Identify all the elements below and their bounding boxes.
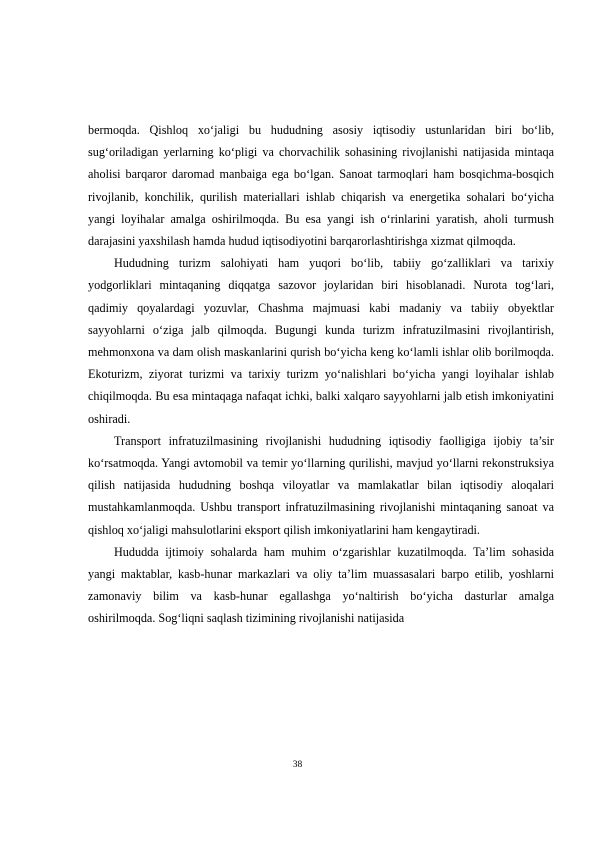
paragraph-social: Hududda ijtimoiy sohalarda ham muhim o‘zgarishlar kuzatilmoqda. Ta’lim sohasida yangi maktablar, kasb-hunar markazlari va oliy ta’lim muassasalari barpo etilib, yoshlarni zamonaviy bilim va kasb-hunar egallashga yo‘naltirish bo‘yicha dasturlar amalga oshirilmoqda. Sog‘liqni saqlash tizimining rivojlanishi natijasida [88, 544, 554, 626]
paragraph-transport: Transport infratuzilmasining rivojlanishi hududning iqtisodiy faolligiga ijobiy ta’sir ko‘rsatmoqda. Yangi avtomobil va temir yo‘llarning qurilishi, mavjud yo‘llarni rekonstruksiya qilish natijasida hududning boshqa viloyatlar va mamlakatlar bilan iqtisodiy aloqalari mustahkamlanmoqda. Ushbu transport infratuzilmasining rivojlanishi mintaqaning sanoat va qishloq xo‘jaligi mahsulotlarini eksport qilish imkoniyatlarini ham kengaytiradi. [88, 433, 554, 537]
body-text [88, 119, 554, 630]
paragraph-tourism: Hududning turizm salohiyati ham yuqori bo‘lib, tabiiy go‘zalliklari va tarixiy yodgorliklari mintaqaning diqqatga sazovor joylaridan biri hisoblanadi. Nurota tog‘lari, qadimiy qoyalardagi yozuvlar, Chashma majmuasi kabi madaniy va tabiiy obyektlar sayyohlarni o‘ziga jalb qilmoqda. Bugungi kunda turizm infratuzilmasini rivojlantirish, mehmonxona va dam olish maskanlarini qurish bo‘yicha keng ko‘lamli ishlar olib borilmoqda. Ekoturizm, ziyorat turizmi va tarixiy turizm yo‘nalishlari bo‘yicha yangi loyihalar ishlab chiqilmoqda. Bu esa mintaqaga nafaqat ichki, balki xalqaro sayyohlarni jalb etish imkoniyatini oshiradi. [88, 256, 554, 426]
paragraph-continuation: bermoqda. Qishloq xo‘jaligi bu hududning asosiy iqtisodiy ustunlaridan biri bo‘lib, sug‘oriladigan yerlarning ko‘pligi va chorvachilik sohasining rivojlanishi natijasida mintaqa aholisi barqaror daromad manbaiga ega bo‘lgan. Sanoat tarmoqlari ham bosqichma-bosqich rivojlanib, konchilik, qurilish materiallari ishlab chiqarish va energetika sohalari bo‘yicha yangi loyihalar amalga oshirilmoqda. Bu esa yangi ish o‘rinlarini yaratish, aholi turmush darajasini yaxshilash hamda hudud iqtisodiyotini barqarorlashtirishga xizmat qilmoqda. [88, 123, 554, 249]
page-number: 38 [292, 760, 303, 770]
